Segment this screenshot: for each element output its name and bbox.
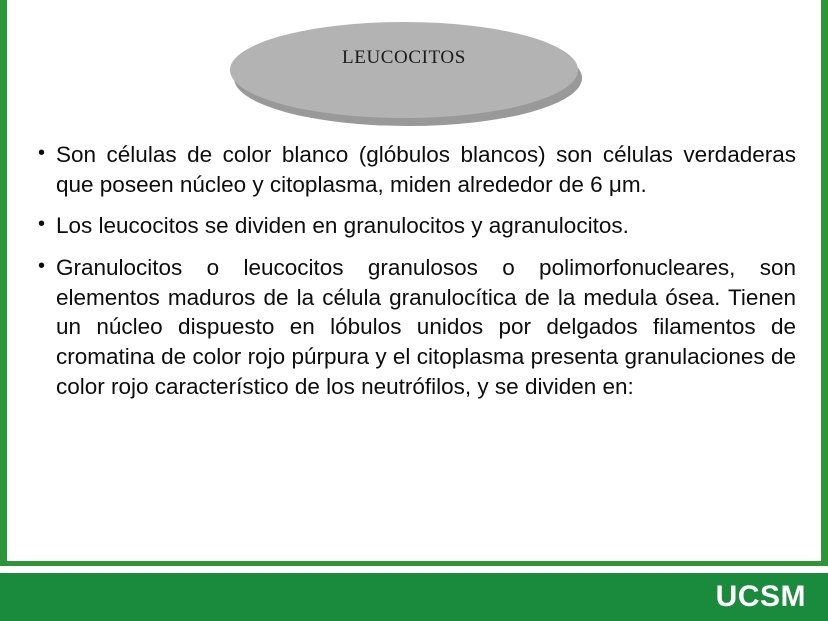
title-shape [230,22,582,130]
title-ellipse [230,22,578,118]
bullet-text-2: Los leucocitos se dividen en granulocitos y agranulocitos. [56,213,629,239]
list-item [34,211,796,241]
bullet-text-1: Son células de color blanco (glóbulos blancos) son células verdaderas que poseen núcleo y citoplasma, miden alrededor de 6 μm. [56,142,796,197]
page-title: LEUCOCITOS [342,47,466,68]
footer-gap [0,566,828,573]
brand-logo: UCSM [715,580,806,613]
right-green-edge [821,0,828,621]
list-item [34,140,796,199]
bullet-text-3: Granulocitos o leucocitos granulosos o polimorfonucleares, son elementos maduros de la célula granulocítica de la medula ósea. Tienen un núcleo dispuesto en lóbulos unidos por delgados filamentos de cromatina de color rojo púrpura y el citoplasma presenta granulaciones de color rojo característico de los neutrófilos, y se dividen en: [56,255,796,399]
body-content [34,140,796,402]
left-green-edge [0,0,7,621]
footer-band [0,573,828,621]
list-item [34,253,796,401]
